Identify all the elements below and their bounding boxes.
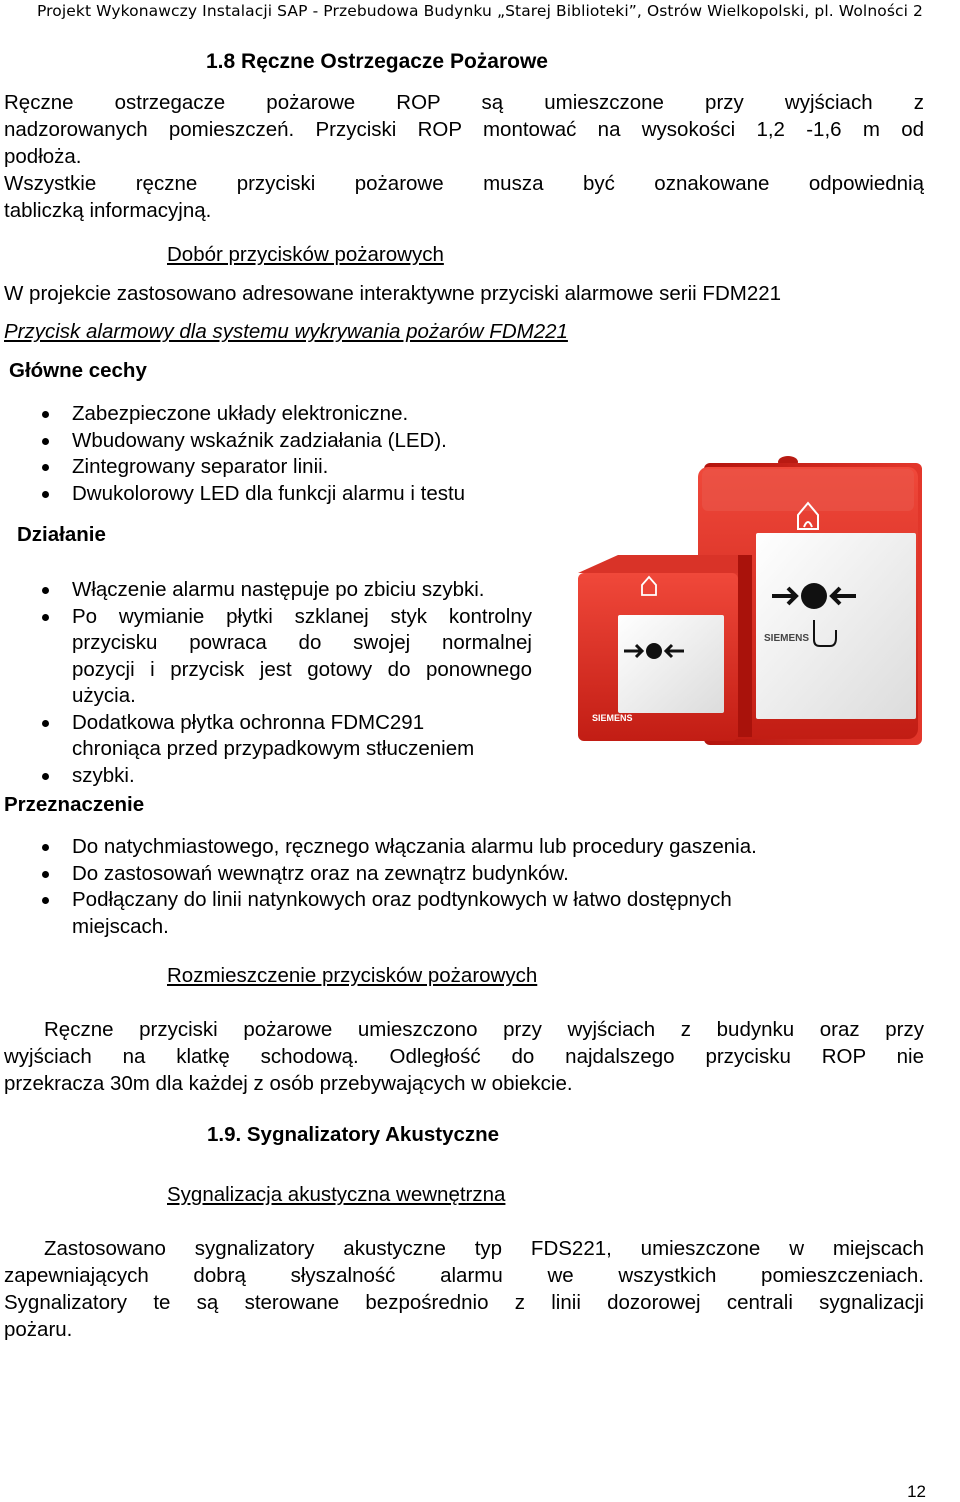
list-item: szybki. [4, 763, 532, 790]
placement-heading: Rozmieszczenie przycisków pożarowych [167, 964, 538, 987]
list-item: Włączenie alarmu następuje po zbiciu szybki. [4, 577, 532, 604]
acoustic-line: pożaru. [4, 1318, 73, 1341]
list-item: Zabezpieczone układy elektroniczne. [4, 401, 564, 428]
page-number: 12 [907, 1482, 926, 1501]
list-item: Dodatkowa płytka ochronna FDMC291 chroniąca przed przypadkowym stłuczeniem [4, 710, 532, 763]
section-title-1-8: 1.8 Ręczne Ostrzegacze Pożarowe [206, 50, 548, 73]
brand-small: SIEMENS [592, 713, 633, 723]
page-header: Projekt Wykonawczy Instalacji SAP - Przebudowa Budynku „Starej Biblioteki”, Ostrów Wielkopolski, pl. Wolności 2 [36, 2, 924, 20]
list-item: Do zastosowań wewnątrz oraz na zewnątrz budynków. [4, 861, 904, 888]
placement-line: Ręczne przyciski pożarowe umieszczono przy wyjściach z budynku oraz przy [44, 1018, 924, 1041]
placement-paragraph [4, 1016, 924, 1097]
intro-line: tabliczką informacyjną. [4, 199, 212, 222]
section-title-1-9: 1.9. Sygnalizatory Akustyczne [207, 1123, 500, 1146]
intro-line: Ręczne ostrzegacze pożarowe ROP są umieszczone przy wyjściach z [4, 91, 924, 114]
bullet-icon [42, 844, 49, 851]
operation-label: Działanie [17, 523, 106, 546]
intro-line: nadzorowanych pomieszczeń. Przyciski ROP montować na wysokości 1,2 -1,6 m od [4, 118, 924, 141]
bullet-icon [42, 773, 49, 780]
selection-heading: Dobór przycisków pożarowych [167, 243, 444, 266]
placement-line: wyjściach na klatkę schodową. Odległość do najdalszego przycisku ROP nie [4, 1045, 924, 1068]
product-title: Przycisk alarmowy dla systemu wykrywania pożarów FDM221 [4, 320, 568, 343]
brand-large: SIEMENS [764, 633, 810, 644]
purpose-list [4, 834, 904, 940]
small-call-point [578, 555, 752, 741]
list-item: Dwukolorowy LED dla funkcji alarmu i testu [4, 481, 564, 508]
acoustic-line: Zastosowano sygnalizatory akustyczne typ FDS221, umieszczone w miejscach [44, 1237, 924, 1260]
bullet-icon [42, 411, 49, 418]
acoustic-line: Sygnalizatory te są sterowane bezpośrednio z linii dozorowej centrali sygnalizacji [4, 1291, 924, 1314]
features-label: Główne cechy [9, 359, 147, 382]
acoustic-subheading: Sygnalizacja akustyczna wewnętrzna [167, 1183, 506, 1206]
bullet-icon [42, 720, 49, 727]
bullet-icon [42, 871, 49, 878]
intro-paragraph [4, 89, 924, 224]
purpose-label: Przeznaczenie [4, 793, 145, 816]
acoustic-paragraph [4, 1235, 924, 1343]
acoustic-line: zapewniających dobrą słyszalność alarmu we wszystkich pomieszczeniach. [4, 1264, 924, 1287]
bullet-icon [42, 491, 49, 498]
selection-text: W projekcie zastosowano adresowane interaktywne przyciski alarmowe serii FDM221 [4, 282, 782, 305]
list-item: Wbudowany wskaźnik zadziałania (LED). [4, 428, 564, 455]
bullet-icon [42, 614, 49, 621]
list-item: Podłączany do linii natynkowych oraz podtynkowych w łatwo dostępnych miejscach. [4, 887, 904, 940]
fire-alarm-buttons-image [578, 455, 930, 755]
list-item: Do natychmiastowego, ręcznego włączania alarmu lub procedury gaszenia. [4, 834, 904, 861]
features-list [4, 401, 564, 507]
list-item: Po wymianie płytki szklanej styk kontrolny przycisku powraca do swojej normalnej pozycji i przycisk jest gotowy do ponownego użycia. [4, 604, 532, 710]
bullet-icon [42, 438, 49, 445]
intro-line: Wszystkie ręczne przyciski pożarowe musza być oznakowane odpowiednią [4, 172, 924, 195]
operation-list [4, 577, 532, 789]
placement-line: przekracza 30m dla każdej z osób przebywających w obiekcie. [4, 1072, 573, 1095]
intro-line: podłoża. [4, 145, 82, 168]
bullet-icon [42, 587, 49, 594]
bullet-icon [42, 464, 49, 471]
bullet-icon [42, 897, 49, 904]
list-item: Zintegrowany separator linii. [4, 454, 564, 481]
